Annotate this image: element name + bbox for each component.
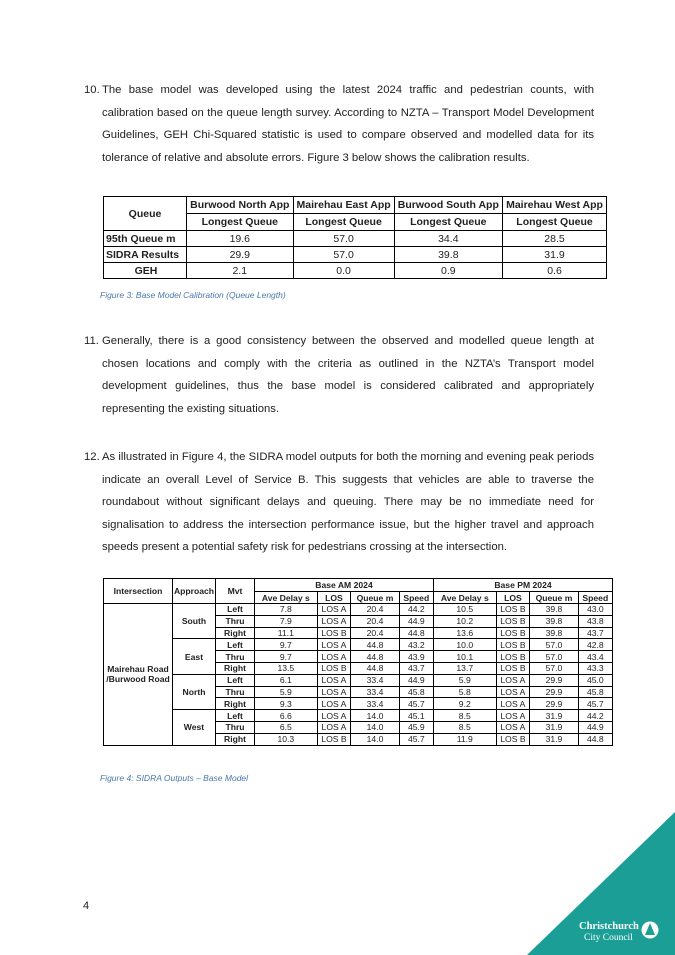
- table-cell: 20.4: [351, 627, 399, 639]
- table-cell: 45.8: [578, 686, 612, 698]
- table-cell: 39.8: [530, 604, 578, 616]
- paragraph-text: The base model was developed using the latest 2024 traffic and pedestrian counts, with calibration based on the queue length survey. According to NZTA – Transport Model Development Guidelines, GEH Chi-Squared statistic is used to compare observed and modelled data for its tolerance of relative and absolute errors. Figure 3 below shows the calibration results.: [102, 84, 594, 164]
- app-header: Mairehau East App: [293, 197, 394, 214]
- table-cell: 44.2: [399, 604, 433, 616]
- paragraph-number: 12.: [84, 451, 100, 463]
- table-cell: 29.9: [530, 698, 578, 710]
- table-cell: 11.9: [433, 733, 496, 745]
- col-header: Ave Delay s: [433, 592, 496, 604]
- table-cell: 44.8: [351, 639, 399, 651]
- table-cell: LOS B: [496, 604, 530, 616]
- table-cell: LOS A: [496, 698, 530, 710]
- table-cell: 10.5: [433, 604, 496, 616]
- sub-header: Longest Queue: [187, 214, 294, 231]
- table-cell: 42.8: [578, 639, 612, 651]
- table-cell: LOS A: [317, 686, 351, 698]
- figure-4-caption: Figure 4: SIDRA Outputs – Base Model: [100, 773, 249, 783]
- table-cell: 14.0: [351, 721, 399, 733]
- row-label: GEH: [104, 263, 187, 279]
- approach-name: North: [173, 674, 216, 709]
- table-cell: 10.1: [433, 651, 496, 663]
- table-cell: 31.9: [530, 721, 578, 733]
- table-cell: LOS B: [496, 662, 530, 674]
- queue-corner-header: Queue: [104, 197, 187, 231]
- mvt-header: Mvt: [216, 579, 255, 604]
- table-cell: 9.7: [255, 639, 318, 651]
- table-cell: 33.4: [351, 674, 399, 686]
- table-cell: 31.9: [530, 733, 578, 745]
- logo-line1: Christchurch: [579, 921, 639, 932]
- pm-header: Base PM 2024: [433, 579, 612, 592]
- table-cell: LOS A: [317, 639, 351, 651]
- council-logo-icon: [642, 922, 659, 939]
- table-cell: 0.9: [394, 263, 502, 279]
- table-cell: 39.8: [530, 615, 578, 627]
- table-cell: 45.7: [399, 698, 433, 710]
- table-cell: 44.8: [351, 651, 399, 663]
- table-cell: 5.9: [255, 686, 318, 698]
- movement: Right: [216, 698, 255, 710]
- table-cell: 20.4: [351, 615, 399, 627]
- table-cell: 43.3: [578, 662, 612, 674]
- movement: Right: [216, 733, 255, 745]
- table-cell: 33.4: [351, 698, 399, 710]
- table-cell: 10.2: [433, 615, 496, 627]
- table-cell: 44.9: [578, 721, 612, 733]
- table-cell: 33.4: [351, 686, 399, 698]
- table-cell: 20.4: [351, 604, 399, 616]
- table-cell: 28.5: [503, 231, 607, 247]
- row-label: SIDRA Results: [104, 247, 187, 263]
- table-cell: 0.0: [293, 263, 394, 279]
- col-header: Queue m: [530, 592, 578, 604]
- sub-header: Longest Queue: [293, 214, 394, 231]
- table-cell: LOS A: [496, 686, 530, 698]
- logo-line2: City Council: [584, 933, 633, 943]
- paragraph-text: Generally, there is a good consistency between the observed and modelled queue length at chosen locations and comply with the criteria as outlined in the NZTA’s Transport model development guidelines, thus the base model is considered calibrated and appropriately representing the existing situations.: [102, 335, 594, 415]
- table-cell: 44.8: [399, 627, 433, 639]
- table-cell: 45.0: [578, 674, 612, 686]
- table-cell: 43.2: [399, 639, 433, 651]
- table-cell: LOS A: [496, 674, 530, 686]
- table-cell: 14.0: [351, 710, 399, 722]
- figure-3-caption: Figure 3: Base Model Calibration (Queue Length): [100, 290, 286, 300]
- table-cell: 29.9: [187, 247, 294, 263]
- table-cell: LOS A: [317, 674, 351, 686]
- movement: Left: [216, 674, 255, 686]
- table-cell: 8.5: [433, 721, 496, 733]
- paragraph-number: 10.: [84, 84, 100, 96]
- table-cell: 39.8: [394, 247, 502, 263]
- table-cell: LOS B: [496, 733, 530, 745]
- table-cell: 44.8: [578, 733, 612, 745]
- movement: Left: [216, 604, 255, 616]
- table-cell: LOS B: [317, 662, 351, 674]
- intersection-header: Intersection: [104, 579, 173, 604]
- app-header: Burwood South App: [394, 197, 502, 214]
- table-cell: LOS A: [317, 651, 351, 663]
- table-cell: 44.8: [351, 662, 399, 674]
- table-cell: 43.0: [578, 604, 612, 616]
- table-cell: 44.9: [399, 615, 433, 627]
- table-cell: 57.0: [530, 651, 578, 663]
- table-cell: LOS A: [317, 710, 351, 722]
- table-cell: 2.1: [187, 263, 294, 279]
- table-cell: LOS A: [317, 698, 351, 710]
- table-cell: 45.8: [399, 686, 433, 698]
- col-header: Ave Delay s: [255, 592, 318, 604]
- table-cell: 8.5: [433, 710, 496, 722]
- col-header: LOS: [317, 592, 351, 604]
- table-cell: 10.0: [433, 639, 496, 651]
- table-cell: LOS B: [496, 627, 530, 639]
- movement: Right: [216, 662, 255, 674]
- table-cell: 7.8: [255, 604, 318, 616]
- app-header: Burwood North App: [187, 197, 294, 214]
- table-cell: 57.0: [293, 247, 394, 263]
- table-cell: 43.9: [399, 651, 433, 663]
- table-cell: 9.7: [255, 651, 318, 663]
- table-cell: 31.9: [530, 710, 578, 722]
- table-cell: 11.1: [255, 627, 318, 639]
- table-cell: 29.9: [530, 674, 578, 686]
- table-cell: 9.2: [433, 698, 496, 710]
- col-header: Queue m: [351, 592, 399, 604]
- movement: Thru: [216, 721, 255, 733]
- table-cell: LOS A: [496, 710, 530, 722]
- approach-name: South: [173, 604, 216, 639]
- sub-header: Longest Queue: [503, 214, 607, 231]
- intersection-name: Mairehau Road /Burwood Road: [104, 604, 173, 746]
- table-cell: 6.1: [255, 674, 318, 686]
- table-cell: 43.7: [578, 627, 612, 639]
- table-cell: LOS B: [317, 627, 351, 639]
- table-cell: 29.9: [530, 686, 578, 698]
- table-cell: LOS A: [317, 615, 351, 627]
- sub-header: Longest Queue: [394, 214, 502, 231]
- table-cell: 45.1: [399, 710, 433, 722]
- table-cell: 31.9: [503, 247, 607, 263]
- table-cell: 57.0: [530, 639, 578, 651]
- table-cell: 34.4: [394, 231, 502, 247]
- movement: Thru: [216, 686, 255, 698]
- col-header: Speed: [399, 592, 433, 604]
- approach-name: West: [173, 710, 216, 745]
- table-cell: 13.7: [433, 662, 496, 674]
- table-cell: 44.2: [578, 710, 612, 722]
- movement: Thru: [216, 651, 255, 663]
- paragraph-text: As illustrated in Figure 4, the SIDRA model outputs for both the morning and evening peak periods indicate an overall Level of Service B. This suggests that vehicles are able to traverse the roundabout without significant delays and queuing. There may be no immediate need for signalisation to address the intersection performance issue, but the higher travel and approach speeds present a potential safety risk for pedestrians crossing at the intersection.: [102, 451, 594, 553]
- table-cell: 45.9: [399, 721, 433, 733]
- table-cell: 45.7: [399, 733, 433, 745]
- movement: Left: [216, 710, 255, 722]
- app-header: Mairehau West App: [503, 197, 607, 214]
- page-number: 4: [83, 900, 90, 912]
- table-cell: 13.5: [255, 662, 318, 674]
- table-cell: 14.0: [351, 733, 399, 745]
- table-cell: 5.8: [433, 686, 496, 698]
- table-cell: 9.3: [255, 698, 318, 710]
- table-cell: 19.6: [187, 231, 294, 247]
- table-cell: LOS B: [496, 615, 530, 627]
- paragraph-number: 11.: [84, 335, 99, 347]
- movement: Right: [216, 627, 255, 639]
- table-cell: 6.6: [255, 710, 318, 722]
- table-cell: 10.3: [255, 733, 318, 745]
- table-cell: LOS B: [317, 733, 351, 745]
- col-header: Speed: [578, 592, 612, 604]
- table-cell: 5.9: [433, 674, 496, 686]
- approach-name: East: [173, 639, 216, 674]
- table-cell: 44.9: [399, 674, 433, 686]
- table-cell: 0.6: [503, 263, 607, 279]
- table-cell: 6.5: [255, 721, 318, 733]
- table-cell: 39.8: [530, 627, 578, 639]
- table-cell: LOS B: [496, 651, 530, 663]
- table-cell: LOS A: [317, 721, 351, 733]
- table-cell: LOS B: [496, 639, 530, 651]
- table-cell: LOS A: [496, 721, 530, 733]
- movement: Left: [216, 639, 255, 651]
- table-cell: 7.9: [255, 615, 318, 627]
- table-cell: 43.7: [399, 662, 433, 674]
- approach-header: Approach: [173, 579, 216, 604]
- col-header: LOS: [496, 592, 530, 604]
- table-cell: 45.7: [578, 698, 612, 710]
- am-header: Base AM 2024: [255, 579, 434, 592]
- movement: Thru: [216, 615, 255, 627]
- table-cell: 57.0: [530, 662, 578, 674]
- table-cell: 57.0: [293, 231, 394, 247]
- table-cell: 43.8: [578, 615, 612, 627]
- row-label: 95th Queue m: [104, 231, 187, 247]
- table-cell: 13.6: [433, 627, 496, 639]
- table-cell: 43.4: [578, 651, 612, 663]
- table-cell: LOS A: [317, 604, 351, 616]
